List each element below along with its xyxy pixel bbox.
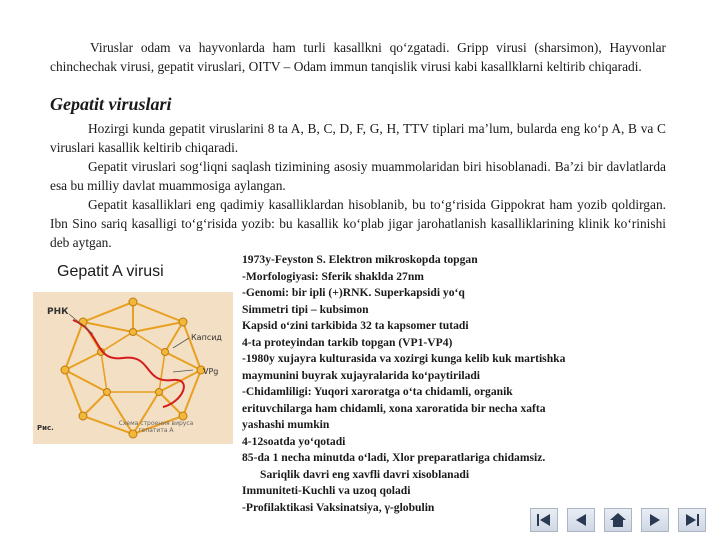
rna-strand xyxy=(73,320,184,407)
home-button[interactable] xyxy=(604,508,632,532)
figure-caption: Схема строения вируса гепатита А xyxy=(118,420,194,434)
fact-line: erituvchilarga ham chidamli, xona xaroratida bir necha xafta xyxy=(242,401,546,415)
fact-line: -Profilaktikasi Vaksinatsiya, γ-globulin xyxy=(242,500,435,514)
body-paragraph: Gepatit viruslari sog‘liqni saqlash tizimining asosiy muammolaridan biri hisoblanadi. Ba’zi bir davlatlarda esa bu milliy davlat muammosiga aylangan. xyxy=(50,159,666,193)
fact-line: 4-ta proteyindan tarkib topgan (VP1-VP4) xyxy=(242,335,453,349)
last-slide-button[interactable] xyxy=(678,508,706,532)
rna-label: РНК xyxy=(47,307,69,317)
first-icon xyxy=(536,513,552,527)
facts-list xyxy=(242,252,662,516)
fact-line: yashashi mumkin xyxy=(242,418,330,431)
fact-line: Sariqlik davri eng xavfli davri xisoblanadi xyxy=(260,467,470,481)
fact-line: -1980y xujayra kulturasida va xozirgi kunga kelib kuk martishka xyxy=(242,352,566,365)
vpg-label: VPg xyxy=(203,367,219,376)
previous-slide-button[interactable] xyxy=(567,508,595,532)
fact-line: 1973y-Feyston S. Elektron mikroskopda topgan xyxy=(242,253,478,266)
fact-line: 4-12soatda yo‘qotadi xyxy=(242,434,346,448)
body-text xyxy=(50,119,666,252)
fact-line: Simmetri tipi – kubsimon xyxy=(242,302,369,316)
last-icon xyxy=(684,513,700,527)
fact-line: Immuniteti-Kuchli va uzoq qoladi xyxy=(242,484,411,497)
fact-line: -Morfologiyasi: Sferik shaklda 27nm xyxy=(242,269,424,283)
capsid-label: Капсид xyxy=(191,333,222,342)
fact-line: -Genomi: bir ipli (+)RNK. Superkapsidi yo‘q xyxy=(242,286,465,299)
home-icon xyxy=(609,512,627,528)
previous-icon xyxy=(573,513,589,527)
figure-number-label: Рис. xyxy=(37,424,54,432)
fact-line: Kapsid o‘zini tarkibida 32 ta kapsomer tutadi xyxy=(242,319,469,332)
fact-line: -Chidamliligi: Yuqori xaroratga o‘ta chidamli, organik xyxy=(242,385,513,398)
body-paragraph: Gepatit kasalliklari eng qadimiy kasalliklardan hisoblanib, bu to‘g‘risida Gippokrat ham yozib qoldirgan. Ibn Sino sariq kasalligi to‘g‘risida yozib: bu kasallik ko‘plab jigar jarohatlanish kasalliklarining klinik ko‘rinishi deb aytgan. xyxy=(50,197,666,250)
first-slide-button[interactable] xyxy=(530,508,558,532)
body-paragraph: Hozirgi kunda gepatit viruslarini 8 ta A, B, C, D, F, G, H, TTV tiplari ma’lum, bularda eng ko‘p A, B va C viruslari kasallik keltirib chiqaradi. xyxy=(50,121,666,155)
fact-line: 85-da 1 necha minutda o‘ladi, Xlor preparatlariga chidamsiz. xyxy=(242,451,546,464)
intro-paragraph: Viruslar odam va hayvonlarda ham turli kasallkni qo‘zgatadi. Gripp virusi (sharsimon), Hayvonlar chinchechak virusi, gepatit viruslari, OITV – Odam immun tanqislik virusi kabi kasallklarni keltirib chiqaradi. xyxy=(50,40,666,74)
figure-title: Gepatit A virusi xyxy=(57,263,164,280)
next-icon xyxy=(647,513,663,527)
section-heading: Gepatit viruslari xyxy=(50,94,172,114)
next-slide-button[interactable] xyxy=(641,508,669,532)
fact-line: maymunini buyrak xujayralarida ko‘paytiriladi xyxy=(242,368,481,382)
virus-diagram xyxy=(33,292,233,444)
